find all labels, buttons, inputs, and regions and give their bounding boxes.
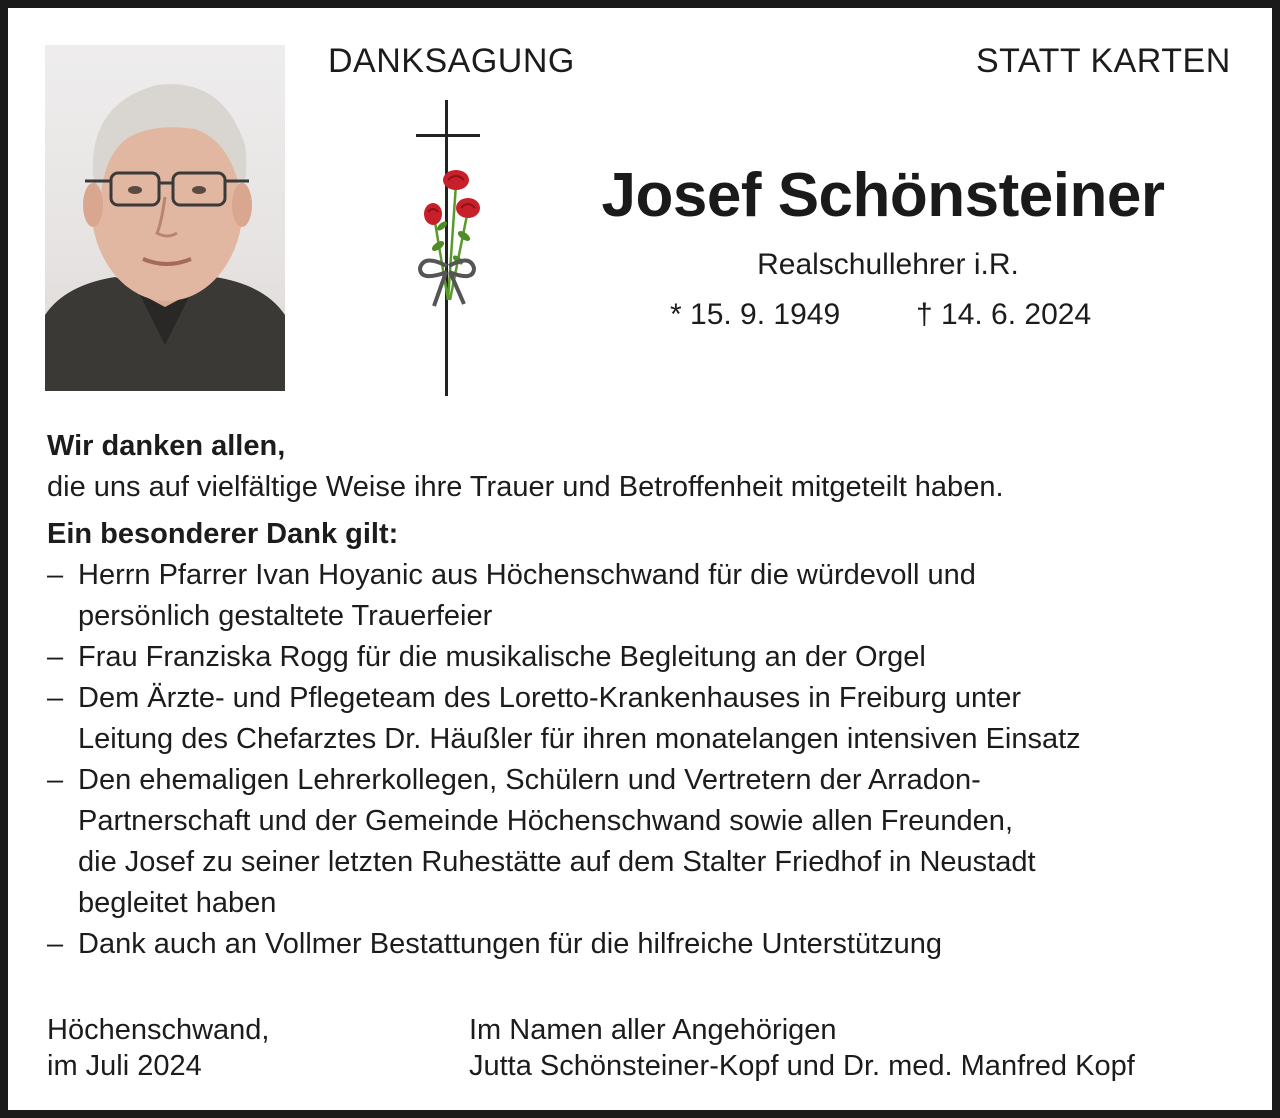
portrait-photo — [45, 45, 285, 391]
list-item-line: Dank auch an Vollmer Bestattungen für die hilfreiche Unterstützung — [78, 928, 943, 960]
thanksgiving-heading: DANKSAGUNG — [328, 42, 575, 80]
dash-bullet: – — [47, 641, 64, 673]
birth-date: * 15. 9. 1949 — [670, 298, 841, 331]
date: im Juli 2024 — [47, 1050, 202, 1082]
signoff: Im Namen aller Angehörigen — [469, 1014, 837, 1046]
list-item — [47, 637, 1247, 678]
cross-with-roses-icon — [408, 100, 488, 396]
intro-text: die uns auf vielfältige Weise ihre Trauer und Betroffenheit mitgeteilt haben. — [47, 471, 1004, 503]
list-item — [47, 924, 1247, 965]
deceased-profession: Realschullehrer i.R. — [757, 248, 1019, 281]
dash-bullet: – — [47, 764, 64, 796]
list-item — [47, 678, 1247, 760]
list-item — [47, 760, 1247, 924]
death-date: † 14. 6. 2024 — [916, 298, 1092, 331]
list-item-line: Leitung des Chefarztes Dr. Häußler für ihren monatelangen intensiven Einsatz — [78, 723, 1081, 755]
signers: Jutta Schönsteiner-Kopf und Dr. med. Manfred Kopf — [469, 1050, 1135, 1082]
thanks-text — [47, 426, 1247, 965]
place: Höchenschwand, — [47, 1014, 270, 1046]
list-item-line: Herrn Pfarrer Ivan Hoyanic aus Höchenschwand für die würdevoll und — [78, 559, 976, 591]
dash-bullet: – — [47, 682, 64, 714]
deceased-name: Josef Schönsteiner — [601, 161, 1165, 230]
thanks-heading: Ein besonderer Dank gilt: — [47, 518, 399, 550]
list-item-line: Partnerschaft und der Gemeinde Höchenschwand sowie allen Freunden, — [78, 805, 1013, 837]
list-item-line: persönlich gestaltete Trauerfeier — [78, 600, 493, 632]
instead-of-cards-heading: STATT KARTEN — [976, 42, 1231, 80]
list-item-line: die Josef zu seiner letzten Ruhestätte auf dem Stalter Friedhof in Neustadt — [78, 846, 1036, 878]
intro-heading: Wir danken allen, — [47, 430, 286, 462]
list-item-line: Dem Ärzte- und Pflegeteam des Loretto-Krankenhauses in Freiburg unter — [78, 682, 1021, 714]
place-and-date — [47, 1012, 269, 1084]
signature-block — [469, 1012, 1135, 1084]
thanks-list — [47, 555, 1247, 965]
dash-bullet: – — [47, 928, 64, 960]
list-item-line: Den ehemaligen Lehrerkollegen, Schülern und Vertretern der Arradon- — [78, 764, 981, 796]
list-item — [47, 555, 1247, 637]
list-item-line: Frau Franziska Rogg für die musikalische Begleitung an der Orgel — [78, 641, 926, 673]
list-item-line: begleitet haben — [78, 887, 277, 919]
dash-bullet: – — [47, 559, 64, 591]
